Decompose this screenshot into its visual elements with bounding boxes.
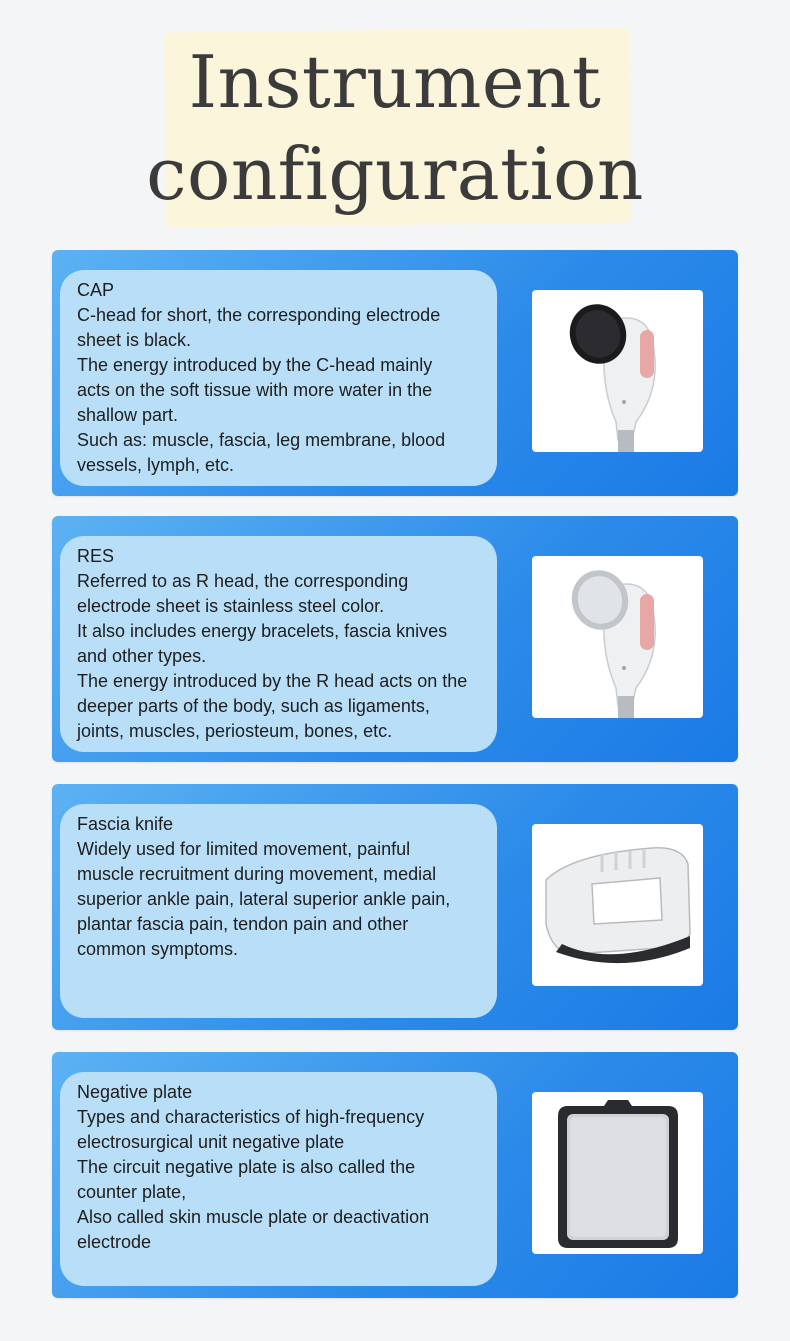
card-cap-line: vessels, lymph, etc. [77,455,235,475]
page-title-line2: configuration [146,132,644,216]
card-cap-title: CAP [77,280,115,300]
card-fascia-knife-line: plantar fascia pain, tendon pain and other [77,914,409,934]
card-res-line: joints, muscles, periosteum, bones, etc. [77,721,393,741]
r-head-handpiece-icon [532,556,703,718]
card-cap [52,250,738,496]
negative-plate-icon [532,1092,703,1254]
card-res-line: deeper parts of the body, such as ligaments, [77,696,430,716]
card-cap-line: C-head for short, the corresponding electrode [77,305,441,325]
card-negative-plate-text [60,1072,497,1286]
card-res-line: It also includes energy bracelets, fascia knives [77,621,448,641]
card-cap-line: sheet is black. [77,330,192,350]
card-fascia-knife-line: Widely used for limited movement, painful [77,839,411,859]
c-head-handpiece-icon [532,290,703,452]
card-res-line: Referred to as R head, the corresponding [77,571,409,591]
card-cap-line: shallow part. [77,405,179,425]
card-negative-plate-line: The circuit negative plate is also called the [77,1157,416,1177]
card-cap-text [60,270,497,486]
page-title-line1: Instrument [188,40,602,124]
fascia-knife-icon [532,824,703,986]
card-cap-line: acts on the soft tissue with more water in the [77,380,433,400]
card-cap-line: The energy introduced by the C-head mainly [77,355,433,375]
card-fascia-knife-line: common symptoms. [77,939,239,959]
card-fascia-knife-text [60,804,497,1018]
card-negative-plate-line: counter plate, [77,1182,187,1202]
card-fascia-knife-line: muscle recruitment during movement, medial [77,864,437,884]
card-negative-plate-title: Negative plate [77,1082,193,1102]
card-negative-plate-line: electrode [77,1232,152,1252]
card-res-line: and other types. [77,646,207,666]
header [0,0,790,240]
card-cap-line: Such as: muscle, fascia, leg membrane, blood [77,430,446,450]
card-res-line: The energy introduced by the R head acts on the [77,671,468,691]
page-title [0,36,790,220]
card-fascia-knife-title: Fascia knife [77,814,174,834]
card-negative-plate-line: electrosurgical unit negative plate [77,1132,345,1152]
card-res [52,516,738,762]
card-negative-plate [52,1052,738,1298]
card-negative-plate-line: Also called skin muscle plate or deactivation [77,1207,430,1227]
card-res-line: electrode sheet is stainless steel color. [77,596,385,616]
card-fascia-knife [52,784,738,1030]
card-res-title: RES [77,546,115,566]
card-res-text [60,536,497,752]
card-negative-plate-line: Types and characteristics of high-frequency [77,1107,425,1127]
card-fascia-knife-line: superior ankle pain, lateral superior ankle pain, [77,889,451,909]
